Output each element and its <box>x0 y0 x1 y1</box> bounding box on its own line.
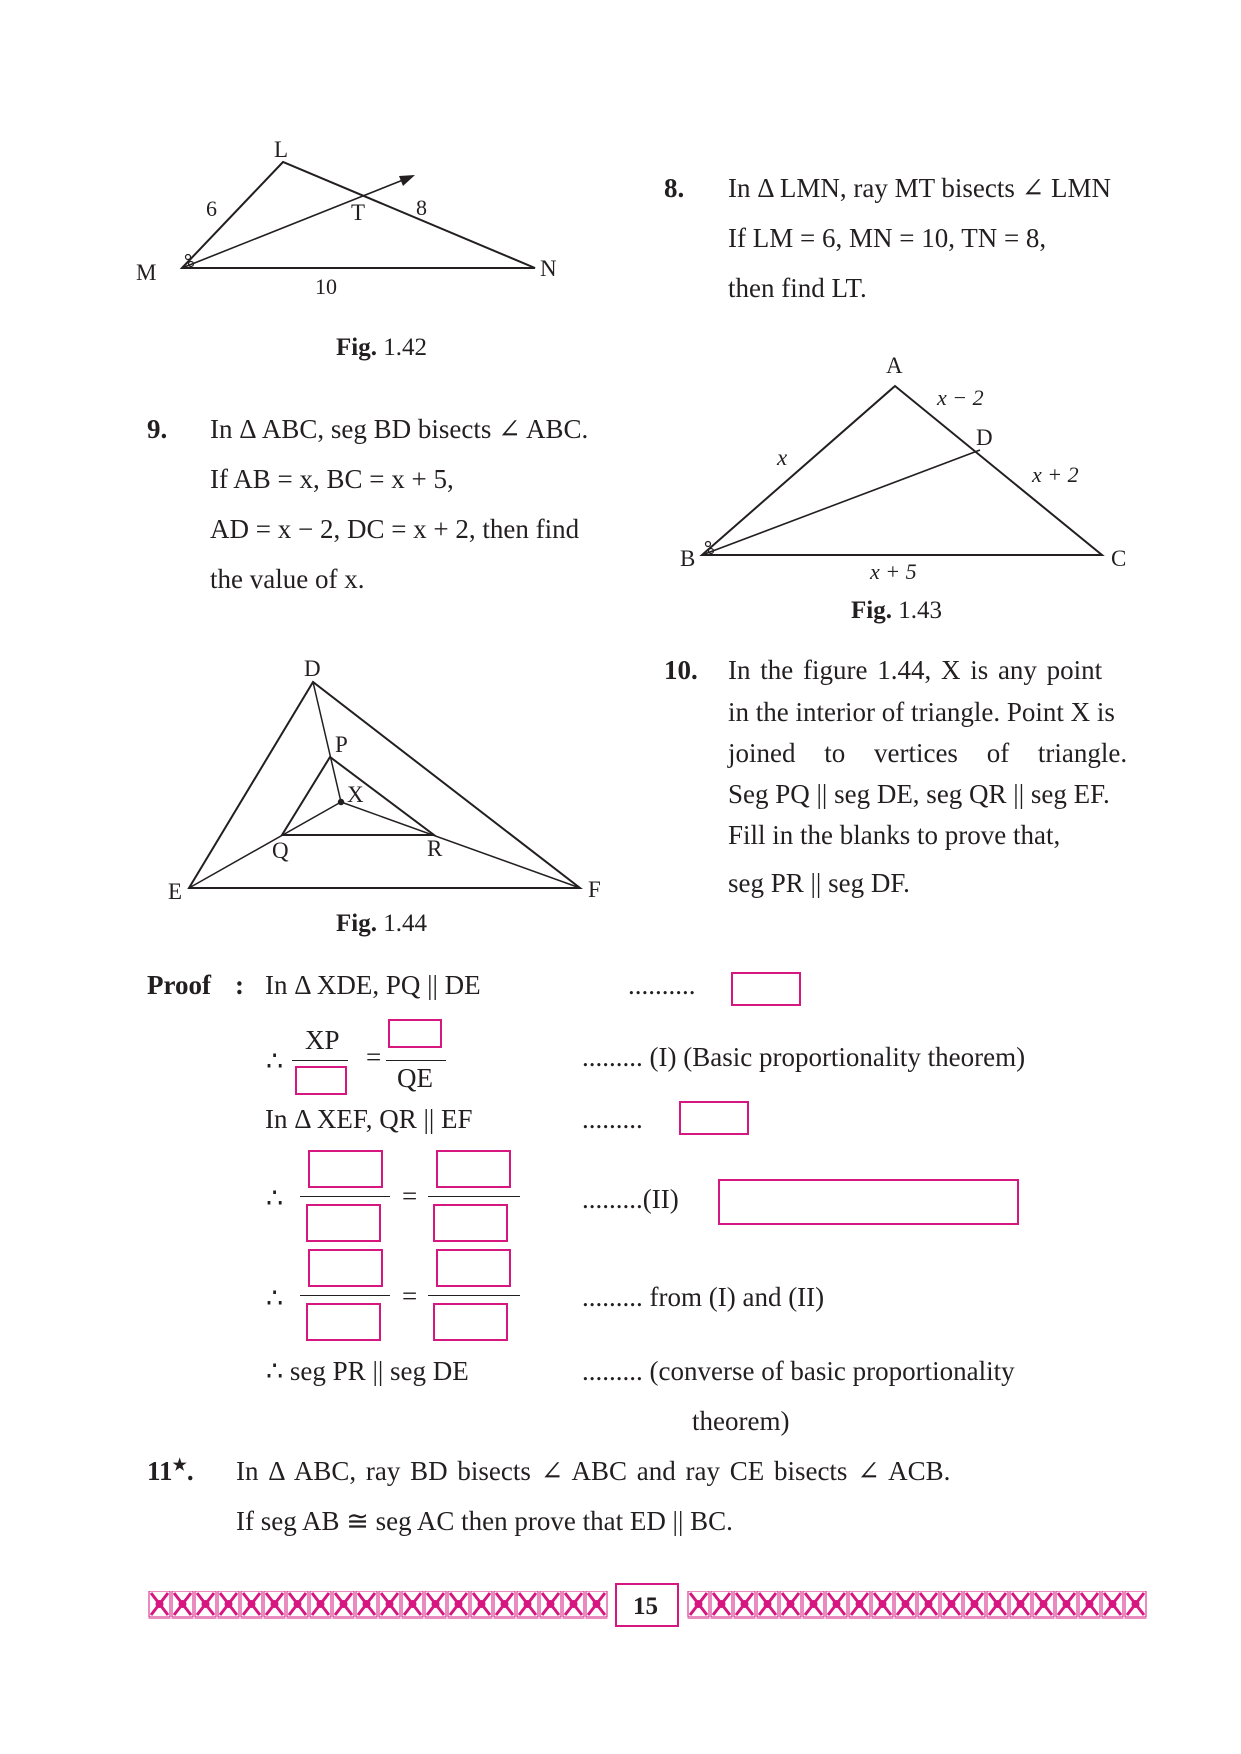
seg-xe <box>189 802 341 888</box>
reason-1-blank[interactable] <box>731 972 801 1006</box>
equals-sign: = <box>402 1181 418 1211</box>
fraction-1-numerator: XP <box>305 1025 340 1055</box>
fraction-6-denominator-blank[interactable] <box>433 1303 508 1341</box>
proof-reason-5: ......... (converse of basic proportionality <box>582 1356 1015 1386</box>
label-d: D <box>976 425 993 450</box>
figure-1-43 <box>670 353 1140 584</box>
label-x: X <box>347 782 364 807</box>
triangle-def <box>189 682 580 888</box>
question-11-line-1: In Δ ABC, ray BD bisects ∠ ABC and ray CE bisects ∠ ACB. <box>236 1456 951 1486</box>
reason-3-blank[interactable] <box>718 1179 1019 1225</box>
question-8-line-1: In Δ LMN, ray MT bisects ∠ LMN <box>728 173 1111 203</box>
label-q: Q <box>272 838 289 863</box>
footer-ornament-left <box>148 1590 608 1620</box>
fraction-2-bar <box>386 1060 446 1061</box>
label-a: A <box>886 353 903 378</box>
equals-sign: = <box>366 1042 382 1072</box>
label-t: T <box>351 200 366 225</box>
figure-1-44 <box>160 650 620 910</box>
fraction-4-bar <box>428 1196 520 1197</box>
fig-1-44-caption: Fig. 1.44 <box>336 910 427 937</box>
question-10-line-5: Fill in the blanks to prove that, <box>728 820 1061 850</box>
fraction-6-bar <box>428 1295 520 1296</box>
figure-1-42 <box>136 137 580 315</box>
reason-2-blank[interactable] <box>679 1101 749 1135</box>
fig-1-43-caption: Fig. 1.43 <box>851 597 942 624</box>
proof-colon: : <box>235 970 244 1000</box>
question-10-number: 10. <box>664 655 698 685</box>
question-8-number: 8. <box>664 173 685 203</box>
fraction-3-numerator-blank[interactable] <box>308 1150 383 1188</box>
therefore-symbol: ∴ <box>266 1283 284 1313</box>
question-9-number: 9. <box>147 414 168 444</box>
length-ab: x <box>777 445 788 470</box>
therefore-symbol: ∴ <box>266 1183 284 1213</box>
question-9-line-4: the value of x. <box>210 564 365 594</box>
length-bc: x + 5 <box>870 559 917 584</box>
label-e: E <box>168 879 183 904</box>
proof-reason-5-cont: theorem) <box>692 1406 790 1436</box>
angle-mark <box>706 542 711 547</box>
question-9-line-3: AD = x − 2, DC = x + 2, then find <box>210 514 580 544</box>
seg-bd <box>702 450 980 555</box>
question-10-line-6: seg PR || seg DF. <box>728 868 910 898</box>
footer-ornament-right <box>687 1590 1147 1620</box>
equals-sign: = <box>402 1281 418 1311</box>
length-dc: x + 2 <box>1032 462 1079 487</box>
fraction-6-numerator-blank[interactable] <box>436 1249 511 1287</box>
label-m: M <box>136 260 157 285</box>
question-9-line-2: If AB = x, BC = x + 5, <box>210 464 454 494</box>
question-8-line-3: then find LT. <box>728 273 867 303</box>
length-ad: x − 2 <box>937 385 984 410</box>
label-b: B <box>680 546 696 571</box>
seg-xf <box>341 802 580 888</box>
point-x <box>338 799 344 805</box>
label-d: D <box>304 656 321 681</box>
question-10-line-3: joined to vertices of triangle. <box>728 738 1128 768</box>
proof-reason-4: ......... from (I) and (II) <box>582 1282 825 1312</box>
fraction-5-numerator-blank[interactable] <box>308 1249 383 1287</box>
angle-mark <box>186 255 191 260</box>
proof-step-2-dots: ......... <box>582 1104 643 1134</box>
proof-step-1: In Δ XDE, PQ || DE <box>265 970 481 1000</box>
question-10-line-2: in the interior of triangle. Point X is <box>728 697 1115 727</box>
label-r: R <box>427 836 443 861</box>
proof-step-5: ∴ seg PR || seg DE <box>266 1356 469 1386</box>
fraction-3-denominator-blank[interactable] <box>306 1204 381 1242</box>
length-mn: 10 <box>315 274 337 299</box>
label-f: F <box>588 877 601 902</box>
label-l: L <box>274 137 289 162</box>
fraction-3-bar <box>300 1196 390 1197</box>
fraction-1-denominator-blank[interactable] <box>295 1066 347 1095</box>
question-11-line-2: If seg AB ≅ seg AC then prove that ED || BC. <box>236 1506 733 1536</box>
label-p: P <box>335 732 348 757</box>
question-10-line-4: Seg PQ || seg DE, seg QR || seg EF. <box>728 779 1110 809</box>
question-11-number: 11★. <box>147 1456 194 1486</box>
page-number: 15 <box>633 1593 658 1620</box>
question-10-line-1: In the figure 1.44, X is any point <box>728 655 1103 685</box>
question-9-line-1: In Δ ABC, seg BD bisects ∠ ABC. <box>210 414 589 444</box>
length-lm: 6 <box>206 196 217 221</box>
question-8-line-2: If LM = 6, MN = 10, TN = 8, <box>728 223 1047 253</box>
label-c: C <box>1111 546 1127 571</box>
fraction-5-denominator-blank[interactable] <box>306 1303 381 1341</box>
proof-reason-1: ......... (I) (Basic proportionality theorem) <box>582 1042 1026 1072</box>
therefore-symbol: ∴ <box>266 1046 284 1076</box>
fraction-5-bar <box>300 1295 390 1296</box>
fraction-1-bar <box>292 1060 348 1061</box>
ray-arrowhead <box>399 175 415 186</box>
proof-heading: Proof <box>147 970 211 1000</box>
proof-reason-3: .........(II) <box>582 1184 679 1214</box>
fraction-4-denominator-blank[interactable] <box>433 1204 508 1242</box>
length-tn: 8 <box>416 195 427 220</box>
proof-step-1-dots: .......... <box>628 970 696 1000</box>
fig-1-42-caption: Fig. 1.42 <box>336 334 427 361</box>
fraction-4-numerator-blank[interactable] <box>436 1150 511 1188</box>
ray-mt <box>182 178 408 268</box>
label-n: N <box>540 256 557 281</box>
fraction-2-numerator-blank[interactable] <box>388 1019 442 1048</box>
proof-step-2: In Δ XEF, QR || EF <box>265 1104 473 1134</box>
fraction-2-denominator: QE <box>397 1063 433 1093</box>
